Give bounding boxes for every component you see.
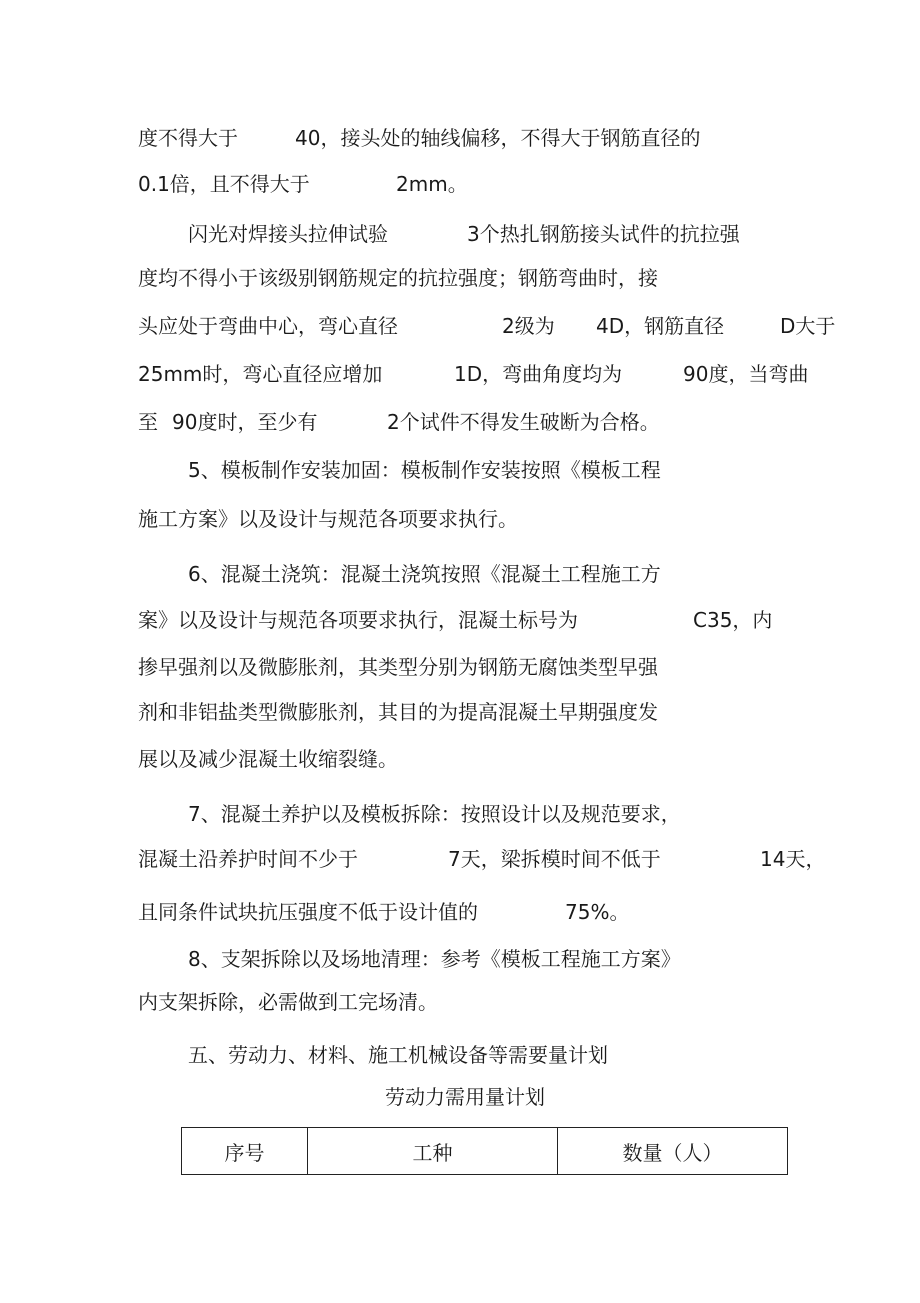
text-segment: 25mm时，弯心直径应增加 xyxy=(138,362,383,386)
text-segment: 0.1倍，且不得大于 xyxy=(138,172,310,196)
text-segment: 至 xyxy=(138,410,158,434)
text-segment: 5、模板制作安装加固：模板制作安装按照《模板工程 xyxy=(188,458,661,482)
text-segment: 施工方案》以及设计与规范各项要求执行。 xyxy=(138,507,518,531)
text-segment: 混凝土沿养护时间不少于 xyxy=(138,847,358,871)
text-segment: 14天， xyxy=(760,847,826,871)
text-segment: 7天，梁拆模时间不低于 xyxy=(448,847,661,871)
text-segment: 案》以及设计与规范各项要求执行，混凝土标号为 xyxy=(138,608,578,632)
text-segment: 40，接头处的轴线偏移，不得大于钢筋直径的 xyxy=(295,126,701,150)
text-segment: D大于 xyxy=(780,314,836,338)
text-segment: 4D，钢筋直径 xyxy=(596,314,725,338)
text-segment: 90度，当弯曲 xyxy=(683,362,809,386)
text-segment: 8、支架拆除以及场地清理：参考《模板工程施工方案》 xyxy=(188,947,681,971)
text-segment: 1D，弯曲角度均为 xyxy=(454,362,623,386)
header-cell-quantity: 数量（人） xyxy=(558,1128,788,1175)
text-segment: 内支架拆除，必需做到工完场清。 xyxy=(138,990,438,1014)
labor-plan-table xyxy=(181,1127,788,1175)
table-header-row xyxy=(182,1128,788,1175)
text-segment: 掺早强剂以及微膨胀剂，其类型分别为钢筋无腐蚀类型早强 xyxy=(138,655,658,679)
text-segment: 75%。 xyxy=(565,900,630,924)
text-segment: C35，内 xyxy=(693,608,773,632)
text-segment: 展以及减少混凝土收缩裂缝。 xyxy=(138,747,398,771)
text-segment: 五、劳动力、材料、施工机械设备等需要量计划 xyxy=(188,1043,608,1067)
text-segment: 度不得大于 xyxy=(138,126,238,150)
table-caption: 劳动力需用量计划 xyxy=(385,1085,545,1109)
header-cell-trade: 工种 xyxy=(308,1128,558,1175)
text-segment: 7、混凝土养护以及模板拆除：按照设计以及规范要求， xyxy=(188,802,681,826)
text-segment: 剂和非铝盐类型微膨胀剂，其目的为提高混凝土早期强度发 xyxy=(138,700,658,724)
text-segment: 6、混凝土浇筑：混凝土浇筑按照《混凝土工程施工方 xyxy=(188,562,661,586)
text-segment: 度均不得小于该级别钢筋规定的抗拉强度；钢筋弯曲时，接 xyxy=(138,266,658,290)
text-segment: 闪光对焊接头拉伸试验 xyxy=(188,222,388,246)
text-segment: 2级为 xyxy=(502,314,555,338)
header-cell-index: 序号 xyxy=(182,1128,308,1175)
text-segment: 且同条件试块抗压强度不低于设计值的 xyxy=(138,900,478,924)
text-segment: 头应处于弯曲中心，弯心直径 xyxy=(138,314,398,338)
text-segment: 3个热扎钢筋接头试件的抗拉强 xyxy=(467,222,740,246)
text-segment: 2个试件不得发生破断为合格。 xyxy=(387,410,660,434)
text-segment: 2mm。 xyxy=(396,172,468,196)
text-segment: 90度时，至少有 xyxy=(172,410,318,434)
